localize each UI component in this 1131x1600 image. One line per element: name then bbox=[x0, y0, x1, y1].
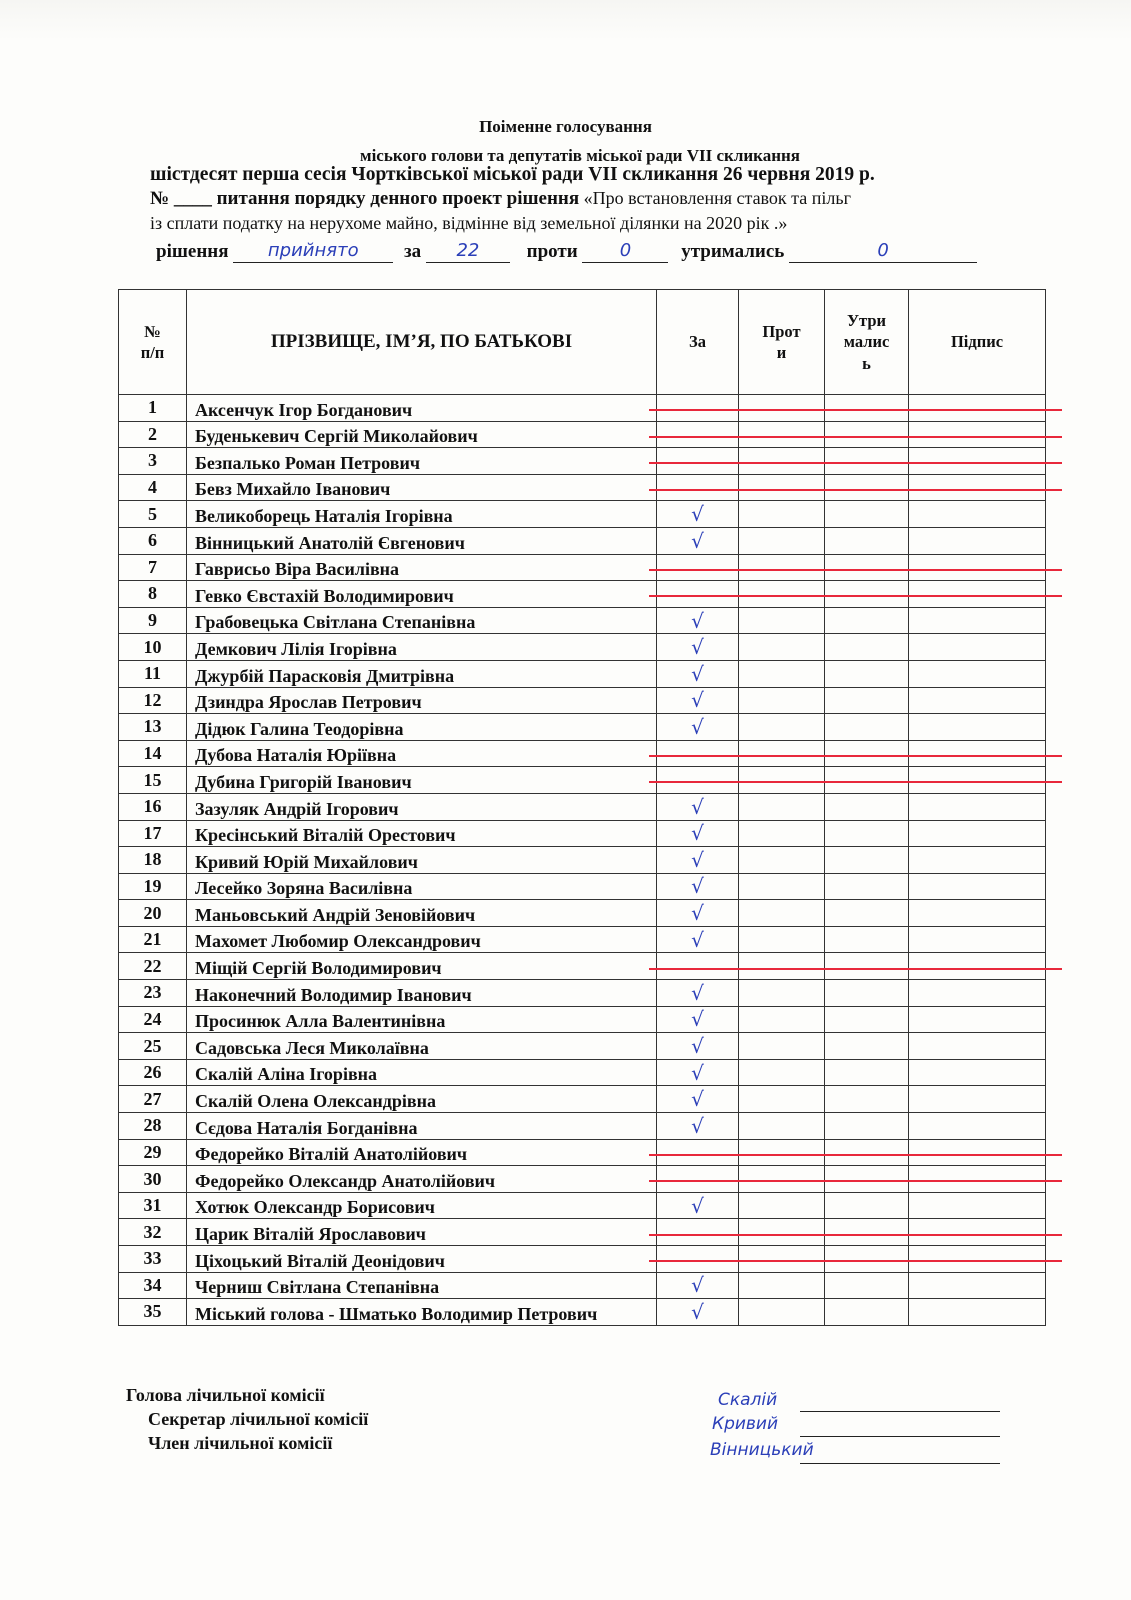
row-number: 21 bbox=[119, 926, 187, 953]
row-for: √ bbox=[657, 527, 739, 554]
row-number: 4 bbox=[119, 474, 187, 501]
table-row bbox=[119, 1139, 1046, 1166]
row-for bbox=[657, 448, 739, 475]
decision-label: рішення bbox=[156, 241, 229, 262]
row-signature bbox=[909, 1006, 1046, 1033]
row-for bbox=[657, 554, 739, 581]
row-number: 12 bbox=[119, 687, 187, 714]
against-value: 0 bbox=[582, 240, 668, 263]
table-row bbox=[119, 1086, 1046, 1113]
row-number: 23 bbox=[119, 980, 187, 1007]
row-signature bbox=[909, 980, 1046, 1007]
secretary-signature: Кривий bbox=[712, 1414, 779, 1434]
row-number: 19 bbox=[119, 873, 187, 900]
row-abstained bbox=[825, 474, 909, 501]
decision-line bbox=[156, 240, 1056, 263]
row-name: Дубина Григорій Іванович bbox=[187, 767, 657, 794]
row-for bbox=[657, 395, 739, 422]
row-against bbox=[739, 1139, 825, 1166]
table-row bbox=[119, 1272, 1046, 1299]
table-row bbox=[119, 581, 1046, 608]
row-abstained bbox=[825, 581, 909, 608]
row-for bbox=[657, 767, 739, 794]
row-against bbox=[739, 714, 825, 741]
row-for: √ bbox=[657, 634, 739, 661]
row-for: √ bbox=[657, 1033, 739, 1060]
row-for bbox=[657, 1246, 739, 1273]
row-abstained bbox=[825, 767, 909, 794]
row-name: Аксенчук Ігор Богданович bbox=[187, 395, 657, 422]
chair-signature-line bbox=[800, 1411, 1000, 1412]
row-number: 31 bbox=[119, 1192, 187, 1219]
table-row bbox=[119, 1059, 1046, 1086]
row-against bbox=[739, 581, 825, 608]
column-header-name: ПРІЗВИЩЕ, ІМ’Я, ПО БАТЬКОВІ bbox=[187, 290, 657, 395]
table-row bbox=[119, 714, 1046, 741]
row-signature bbox=[909, 1166, 1046, 1193]
strike-line bbox=[649, 781, 1063, 783]
row-signature bbox=[909, 1272, 1046, 1299]
column-header-for: За bbox=[657, 290, 739, 395]
row-number: 28 bbox=[119, 1113, 187, 1140]
table-row bbox=[119, 687, 1046, 714]
row-abstained bbox=[825, 634, 909, 661]
member-signature-line bbox=[800, 1463, 1000, 1464]
row-name: Царик Віталій Ярославович bbox=[187, 1219, 657, 1246]
row-number: 25 bbox=[119, 1033, 187, 1060]
row-signature bbox=[909, 1219, 1046, 1246]
row-abstained bbox=[825, 1033, 909, 1060]
strike-line bbox=[649, 1260, 1063, 1262]
strike-line bbox=[649, 1180, 1063, 1182]
row-name: Ціхоцький Віталій Деонідович bbox=[187, 1246, 657, 1273]
table-row bbox=[119, 474, 1046, 501]
row-against bbox=[739, 634, 825, 661]
row-against bbox=[739, 900, 825, 927]
row-signature bbox=[909, 395, 1046, 422]
row-number: 24 bbox=[119, 1006, 187, 1033]
row-name: Гаврисьо Віра Василівна bbox=[187, 554, 657, 581]
table-row bbox=[119, 740, 1046, 767]
row-number: 2 bbox=[119, 421, 187, 448]
row-for bbox=[657, 740, 739, 767]
row-against bbox=[739, 1219, 825, 1246]
row-number: 13 bbox=[119, 714, 187, 741]
table-row bbox=[119, 1192, 1046, 1219]
table-row bbox=[119, 1033, 1046, 1060]
column-header-abstained: Утри малис ь bbox=[825, 290, 909, 395]
row-number: 29 bbox=[119, 1139, 187, 1166]
row-against bbox=[739, 448, 825, 475]
row-for bbox=[657, 421, 739, 448]
row-name: Буденькевич Сергій Миколайович bbox=[187, 421, 657, 448]
row-abstained bbox=[825, 1299, 909, 1326]
session-line: шістдесят перша сесія Чортківської міської ради VII скликання 26 червня 2019 р. bbox=[150, 164, 875, 185]
row-signature bbox=[909, 1113, 1046, 1140]
row-signature bbox=[909, 527, 1046, 554]
table-row bbox=[119, 980, 1046, 1007]
row-for: √ bbox=[657, 1192, 739, 1219]
row-against bbox=[739, 660, 825, 687]
row-abstained bbox=[825, 395, 909, 422]
row-signature bbox=[909, 740, 1046, 767]
table-row bbox=[119, 873, 1046, 900]
row-against bbox=[739, 980, 825, 1007]
question-prefix: № ____ питання порядку денного проект рішення bbox=[150, 188, 580, 209]
row-signature bbox=[909, 847, 1046, 874]
strike-line bbox=[649, 569, 1063, 571]
against-label: проти bbox=[526, 241, 578, 262]
row-signature bbox=[909, 448, 1046, 475]
row-abstained bbox=[825, 1059, 909, 1086]
row-name: Великоборець Наталія Ігорівна bbox=[187, 501, 657, 528]
row-abstained bbox=[825, 873, 909, 900]
row-signature bbox=[909, 687, 1046, 714]
for-value: 22 bbox=[426, 240, 510, 263]
table-row bbox=[119, 554, 1046, 581]
table-row bbox=[119, 820, 1046, 847]
row-abstained bbox=[825, 900, 909, 927]
row-number: 32 bbox=[119, 1219, 187, 1246]
row-signature bbox=[909, 581, 1046, 608]
table-row bbox=[119, 607, 1046, 634]
row-against bbox=[739, 395, 825, 422]
row-name: Скалій Аліна Ігорівна bbox=[187, 1059, 657, 1086]
row-against bbox=[739, 1059, 825, 1086]
row-for: √ bbox=[657, 1059, 739, 1086]
row-abstained bbox=[825, 687, 909, 714]
table-row bbox=[119, 448, 1046, 475]
row-for: √ bbox=[657, 1113, 739, 1140]
row-number: 22 bbox=[119, 953, 187, 980]
row-for: √ bbox=[657, 714, 739, 741]
table-row bbox=[119, 953, 1046, 980]
table-row bbox=[119, 660, 1046, 687]
row-for: √ bbox=[657, 820, 739, 847]
row-abstained bbox=[825, 1219, 909, 1246]
row-name: Маньовський Андрій Зеновійович bbox=[187, 900, 657, 927]
row-against bbox=[739, 1272, 825, 1299]
row-for: √ bbox=[657, 1272, 739, 1299]
row-number: 20 bbox=[119, 900, 187, 927]
row-name: Хотюк Олександр Борисович bbox=[187, 1192, 657, 1219]
document-subtitle: міського голови та депутатів міської ради VII скликання bbox=[360, 146, 800, 165]
row-against bbox=[739, 554, 825, 581]
row-abstained bbox=[825, 714, 909, 741]
row-signature bbox=[909, 926, 1046, 953]
row-abstained bbox=[825, 1192, 909, 1219]
row-against bbox=[739, 1166, 825, 1193]
row-abstained bbox=[825, 740, 909, 767]
row-number: 5 bbox=[119, 501, 187, 528]
row-name: Грабовецька Світлана Степанівна bbox=[187, 607, 657, 634]
row-name: Кресінський Віталій Орестович bbox=[187, 820, 657, 847]
row-abstained bbox=[825, 980, 909, 1007]
row-name: Просинюк Алла Валентинівна bbox=[187, 1006, 657, 1033]
decision-value: прийнято bbox=[233, 240, 393, 263]
strike-line bbox=[649, 462, 1063, 464]
row-abstained bbox=[825, 1272, 909, 1299]
row-number: 1 bbox=[119, 395, 187, 422]
footer-chair: Голова лічильної комісії bbox=[126, 1385, 325, 1405]
row-number: 10 bbox=[119, 634, 187, 661]
row-number: 7 bbox=[119, 554, 187, 581]
row-against bbox=[739, 687, 825, 714]
for-label: за bbox=[404, 241, 422, 262]
column-header-against: Прот и bbox=[739, 290, 825, 395]
row-against bbox=[739, 873, 825, 900]
row-abstained bbox=[825, 953, 909, 980]
row-against bbox=[739, 1246, 825, 1273]
row-name: Дубова Наталія Юріївна bbox=[187, 740, 657, 767]
row-for bbox=[657, 1219, 739, 1246]
row-number: 34 bbox=[119, 1272, 187, 1299]
row-abstained bbox=[825, 554, 909, 581]
row-for: √ bbox=[657, 926, 739, 953]
voting-table bbox=[118, 289, 1046, 1326]
row-name: Дзиндра Ярослав Петрович bbox=[187, 687, 657, 714]
row-for: √ bbox=[657, 793, 739, 820]
row-name: Кривий Юрій Михайлович bbox=[187, 847, 657, 874]
row-signature bbox=[909, 554, 1046, 581]
strike-line bbox=[649, 436, 1063, 438]
row-signature bbox=[909, 1033, 1046, 1060]
table-row bbox=[119, 1166, 1046, 1193]
row-name: Зазуляк Андрій Ігорович bbox=[187, 793, 657, 820]
table-row bbox=[119, 1219, 1046, 1246]
row-for: √ bbox=[657, 847, 739, 874]
row-name: Махомет Любомир Олександрович bbox=[187, 926, 657, 953]
row-against bbox=[739, 1006, 825, 1033]
row-against bbox=[739, 1192, 825, 1219]
row-signature bbox=[909, 900, 1046, 927]
table-row bbox=[119, 421, 1046, 448]
row-signature bbox=[909, 820, 1046, 847]
row-abstained bbox=[825, 1113, 909, 1140]
row-number: 33 bbox=[119, 1246, 187, 1273]
row-number: 14 bbox=[119, 740, 187, 767]
table-row bbox=[119, 926, 1046, 953]
row-name: Федорейко Олександр Анатолійович bbox=[187, 1166, 657, 1193]
row-abstained bbox=[825, 820, 909, 847]
row-signature bbox=[909, 1246, 1046, 1273]
row-signature bbox=[909, 1086, 1046, 1113]
row-number: 3 bbox=[119, 448, 187, 475]
table-row bbox=[119, 634, 1046, 661]
row-for: √ bbox=[657, 900, 739, 927]
strike-line bbox=[649, 489, 1063, 491]
row-name: Вінницький Анатолій Євгенович bbox=[187, 527, 657, 554]
row-number: 11 bbox=[119, 660, 187, 687]
row-signature bbox=[909, 660, 1046, 687]
row-against bbox=[739, 1086, 825, 1113]
row-against bbox=[739, 527, 825, 554]
strike-line bbox=[649, 968, 1063, 970]
row-abstained bbox=[825, 847, 909, 874]
row-signature bbox=[909, 607, 1046, 634]
row-against bbox=[739, 1299, 825, 1326]
row-name: Демкович Лілія Ігорівна bbox=[187, 634, 657, 661]
row-number: 17 bbox=[119, 820, 187, 847]
row-name: Дідюк Галина Теодорівна bbox=[187, 714, 657, 741]
row-signature bbox=[909, 634, 1046, 661]
row-name: Наконечний Володимир Іванович bbox=[187, 980, 657, 1007]
strike-line bbox=[649, 409, 1063, 411]
table-row bbox=[119, 1006, 1046, 1033]
table-header-row bbox=[119, 290, 1046, 395]
row-name: Скалій Олена Олександрівна bbox=[187, 1086, 657, 1113]
table-row bbox=[119, 900, 1046, 927]
strike-line bbox=[649, 595, 1063, 597]
row-signature bbox=[909, 1192, 1046, 1219]
abstained-label: утримались bbox=[681, 241, 785, 262]
row-for: √ bbox=[657, 980, 739, 1007]
row-name: Лесейко Зоряна Василівна bbox=[187, 873, 657, 900]
row-for: √ bbox=[657, 687, 739, 714]
row-for bbox=[657, 1139, 739, 1166]
row-signature bbox=[909, 767, 1046, 794]
row-abstained bbox=[825, 421, 909, 448]
row-for: √ bbox=[657, 501, 739, 528]
row-abstained bbox=[825, 527, 909, 554]
document-title: Поіменне голосування bbox=[479, 117, 652, 136]
question-text-continued: із сплати податку на нерухоме майно, відмінне від земельної ділянки на 2020 рік .» bbox=[150, 213, 788, 233]
row-against bbox=[739, 421, 825, 448]
row-number: 35 bbox=[119, 1299, 187, 1326]
column-header-signature: Підпис bbox=[909, 290, 1046, 395]
row-against bbox=[739, 767, 825, 794]
row-abstained bbox=[825, 926, 909, 953]
member-signature: Вінницький bbox=[710, 1440, 814, 1460]
abstained-value: 0 bbox=[789, 240, 977, 263]
row-for: √ bbox=[657, 873, 739, 900]
chair-signature: Скалій bbox=[718, 1390, 778, 1410]
row-for: √ bbox=[657, 607, 739, 634]
row-number: 16 bbox=[119, 793, 187, 820]
row-for: √ bbox=[657, 1299, 739, 1326]
row-number: 9 bbox=[119, 607, 187, 634]
row-signature bbox=[909, 953, 1046, 980]
row-abstained bbox=[825, 660, 909, 687]
row-for bbox=[657, 581, 739, 608]
row-name: Міщій Сергій Володимирович bbox=[187, 953, 657, 980]
row-against bbox=[739, 740, 825, 767]
row-signature bbox=[909, 793, 1046, 820]
strike-line bbox=[649, 1154, 1063, 1156]
row-abstained bbox=[825, 607, 909, 634]
secretary-signature-line bbox=[800, 1436, 1000, 1437]
footer-secretary: Секретар лічильної комісії bbox=[148, 1409, 369, 1429]
table-row bbox=[119, 527, 1046, 554]
row-number: 27 bbox=[119, 1086, 187, 1113]
row-abstained bbox=[825, 448, 909, 475]
row-number: 6 bbox=[119, 527, 187, 554]
strike-line bbox=[649, 1234, 1063, 1236]
row-number: 26 bbox=[119, 1059, 187, 1086]
row-for: √ bbox=[657, 660, 739, 687]
row-name: Федорейко Віталій Анатолійович bbox=[187, 1139, 657, 1166]
row-for: √ bbox=[657, 1006, 739, 1033]
row-against bbox=[739, 501, 825, 528]
row-against bbox=[739, 474, 825, 501]
row-against bbox=[739, 820, 825, 847]
row-name: Безпалько Роман Петрович bbox=[187, 448, 657, 475]
row-against bbox=[739, 847, 825, 874]
table-row bbox=[119, 767, 1046, 794]
row-number: 15 bbox=[119, 767, 187, 794]
row-against bbox=[739, 953, 825, 980]
footer-member: Член лічильної комісії bbox=[148, 1433, 333, 1453]
row-against bbox=[739, 1113, 825, 1140]
row-against bbox=[739, 607, 825, 634]
row-abstained bbox=[825, 501, 909, 528]
row-name: Сєдова Наталія Богданівна bbox=[187, 1113, 657, 1140]
row-against bbox=[739, 926, 825, 953]
table-row bbox=[119, 501, 1046, 528]
row-signature bbox=[909, 873, 1046, 900]
row-signature bbox=[909, 474, 1046, 501]
strike-line bbox=[649, 755, 1063, 757]
row-number: 18 bbox=[119, 847, 187, 874]
row-number: 30 bbox=[119, 1166, 187, 1193]
row-name: Черниш Світлана Степанівна bbox=[187, 1272, 657, 1299]
row-signature bbox=[909, 501, 1046, 528]
table-row bbox=[119, 1299, 1046, 1326]
row-signature bbox=[909, 1139, 1046, 1166]
row-number: 8 bbox=[119, 581, 187, 608]
table-row bbox=[119, 793, 1046, 820]
row-abstained bbox=[825, 1086, 909, 1113]
row-against bbox=[739, 793, 825, 820]
row-abstained bbox=[825, 1006, 909, 1033]
row-for bbox=[657, 953, 739, 980]
column-header-number: № п/п bbox=[119, 290, 187, 395]
table-row bbox=[119, 1246, 1046, 1273]
row-signature bbox=[909, 421, 1046, 448]
row-for: √ bbox=[657, 1086, 739, 1113]
row-abstained bbox=[825, 1139, 909, 1166]
row-signature bbox=[909, 1299, 1046, 1326]
table-row bbox=[119, 395, 1046, 422]
row-against bbox=[739, 1033, 825, 1060]
row-signature bbox=[909, 714, 1046, 741]
row-abstained bbox=[825, 1246, 909, 1273]
row-name: Міський голова - Шматько Володимир Петрович bbox=[187, 1299, 657, 1326]
question-line bbox=[150, 188, 1050, 210]
table-row bbox=[119, 1113, 1046, 1140]
question-text: «Про встановлення ставок та пільг bbox=[579, 188, 851, 208]
row-name: Бевз Михайло Іванович bbox=[187, 474, 657, 501]
row-name: Садовська Леся Миколаївна bbox=[187, 1033, 657, 1060]
row-abstained bbox=[825, 1166, 909, 1193]
table-row bbox=[119, 847, 1046, 874]
row-for bbox=[657, 474, 739, 501]
row-abstained bbox=[825, 793, 909, 820]
row-signature bbox=[909, 1059, 1046, 1086]
row-name: Джурбій Парасковія Дмитрівна bbox=[187, 660, 657, 687]
row-name: Гевко Євстахій Володимирович bbox=[187, 581, 657, 608]
row-for bbox=[657, 1166, 739, 1193]
